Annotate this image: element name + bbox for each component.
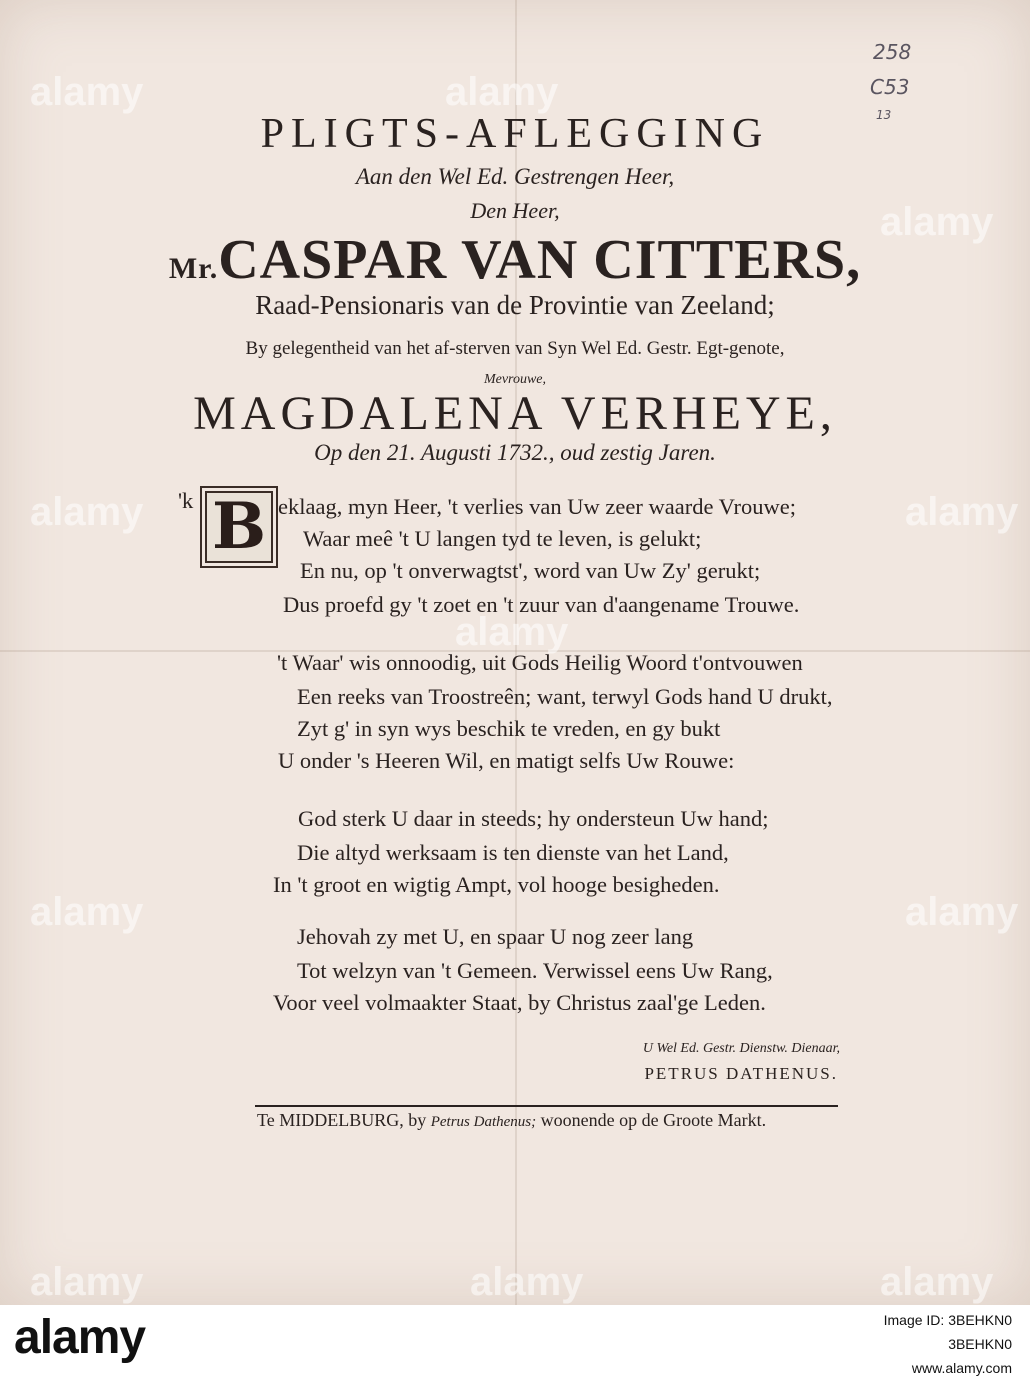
watermark: alamy — [30, 490, 144, 534]
drop-cap-prefix: 'k — [178, 488, 194, 513]
watermark: alamy — [470, 1260, 584, 1304]
verse-line: Tot welzyn van 't Gemeen. Verwissel eens Uw Rang, — [297, 958, 773, 983]
drop-cap-letter: B — [211, 489, 267, 564]
honorific: Mevrouwe, — [483, 372, 547, 387]
verse-line: U onder 's Heeren Wil, en matigt selfs Uw Rouwe: — [278, 748, 735, 773]
imprint-rule — [255, 1105, 838, 1107]
handwritten-annotation-1: 258 — [873, 40, 912, 64]
image-id-label: Image ID: 3BEHKN0 — [883, 1312, 1012, 1328]
verse-line: eklaag, myn Heer, 't verlies van Uw zeer waarde Vrouwe; — [278, 494, 797, 519]
document-title: PLIGTS-AFLEGGING — [260, 111, 770, 157]
watermark: alamy — [905, 490, 1019, 534]
watermark: alamy — [445, 70, 559, 114]
handwritten-annotation-3: 13 — [876, 108, 892, 122]
watermark: alamy — [880, 1260, 994, 1304]
imprint-start: Te MIDDELBURG, by — [257, 1110, 427, 1130]
recipient-name-line — [0, 228, 1030, 292]
decorative-initial — [200, 486, 278, 568]
watermark: alamy — [905, 890, 1019, 934]
verse-line: 't Waar' wis onnoodig, uit Gods Heilig Woord t'ontvouwen — [277, 650, 803, 675]
verse-line: Voor veel volmaakter Staat, by Christus zaal'ge Leden. — [273, 990, 766, 1015]
handwritten-annotation-2: C53 — [870, 75, 910, 99]
watermark: alamy — [30, 70, 144, 114]
verse-line: Een reeks van Troostreên; want, terwyl Gods hand U drukt, — [297, 684, 833, 709]
watermark: alamy — [455, 610, 569, 654]
footer-url: www.alamy.com — [911, 1360, 1012, 1376]
watermark: alamy — [30, 890, 144, 934]
stock-footer-bar — [0, 1305, 1030, 1390]
imprint — [257, 1110, 766, 1131]
alamy-logo: alamy — [14, 1311, 146, 1364]
verse-line: Dus proefd gy 't zoet en 't zuur van d'aangename Trouwe. — [283, 592, 800, 617]
signature-line: U Wel Ed. Gestr. Dienstw. Dienaar, — [642, 1041, 840, 1056]
watermark: alamy — [880, 200, 994, 244]
imprint-end: woonende op de Groote Markt. — [540, 1110, 767, 1130]
name-prefix: Mr. — [168, 252, 219, 285]
imprint-printer: Petrus Dathenus; — [430, 1114, 537, 1130]
occasion-line: By gelegentheid van het af-sterven van Syn Wel Ed. Gestr. Egt-genote, — [245, 338, 785, 359]
verse-line: God sterk U daar in steeds; hy ondersteun Uw hand; — [298, 806, 769, 831]
verse-line: Zyt g' in syn wys beschik te vreden, en gy bukt — [297, 716, 721, 741]
address-line-1: Aan den Wel Ed. Gestrengen Heer, — [355, 164, 675, 189]
verse-line: Jehovah zy met U, en spaar U nog zeer lang — [297, 924, 694, 949]
recipient-role: Raad-Pensionaris van de Provintie van Zeeland; — [255, 290, 775, 320]
deceased-name: MAGDALENA VERHEYE, — [193, 387, 837, 440]
verse-line: In 't groot en wigtig Ampt, vol hooge besigheden. — [273, 872, 720, 897]
verse-line: Die altyd werksaam is ten dienste van het Land, — [297, 840, 729, 865]
recipient-name: CASPAR VAN CITTERS, — [218, 229, 862, 291]
verse-line: En nu, op 't onverwagtst', word van Uw Zy' gerukt; — [300, 558, 761, 583]
signature-name: PETRUS DATHENUS. — [644, 1064, 838, 1083]
verse-line: Waar meê 't U langen tyd te leven, is gelukt; — [303, 526, 702, 551]
address-line-2: Den Heer, — [470, 198, 560, 223]
date-line: Op den 21. Augusti 1732., oud zestig Jaren. — [314, 440, 716, 465]
image-code: 3BEHKN0 — [948, 1336, 1012, 1352]
watermark: alamy — [30, 1260, 144, 1304]
